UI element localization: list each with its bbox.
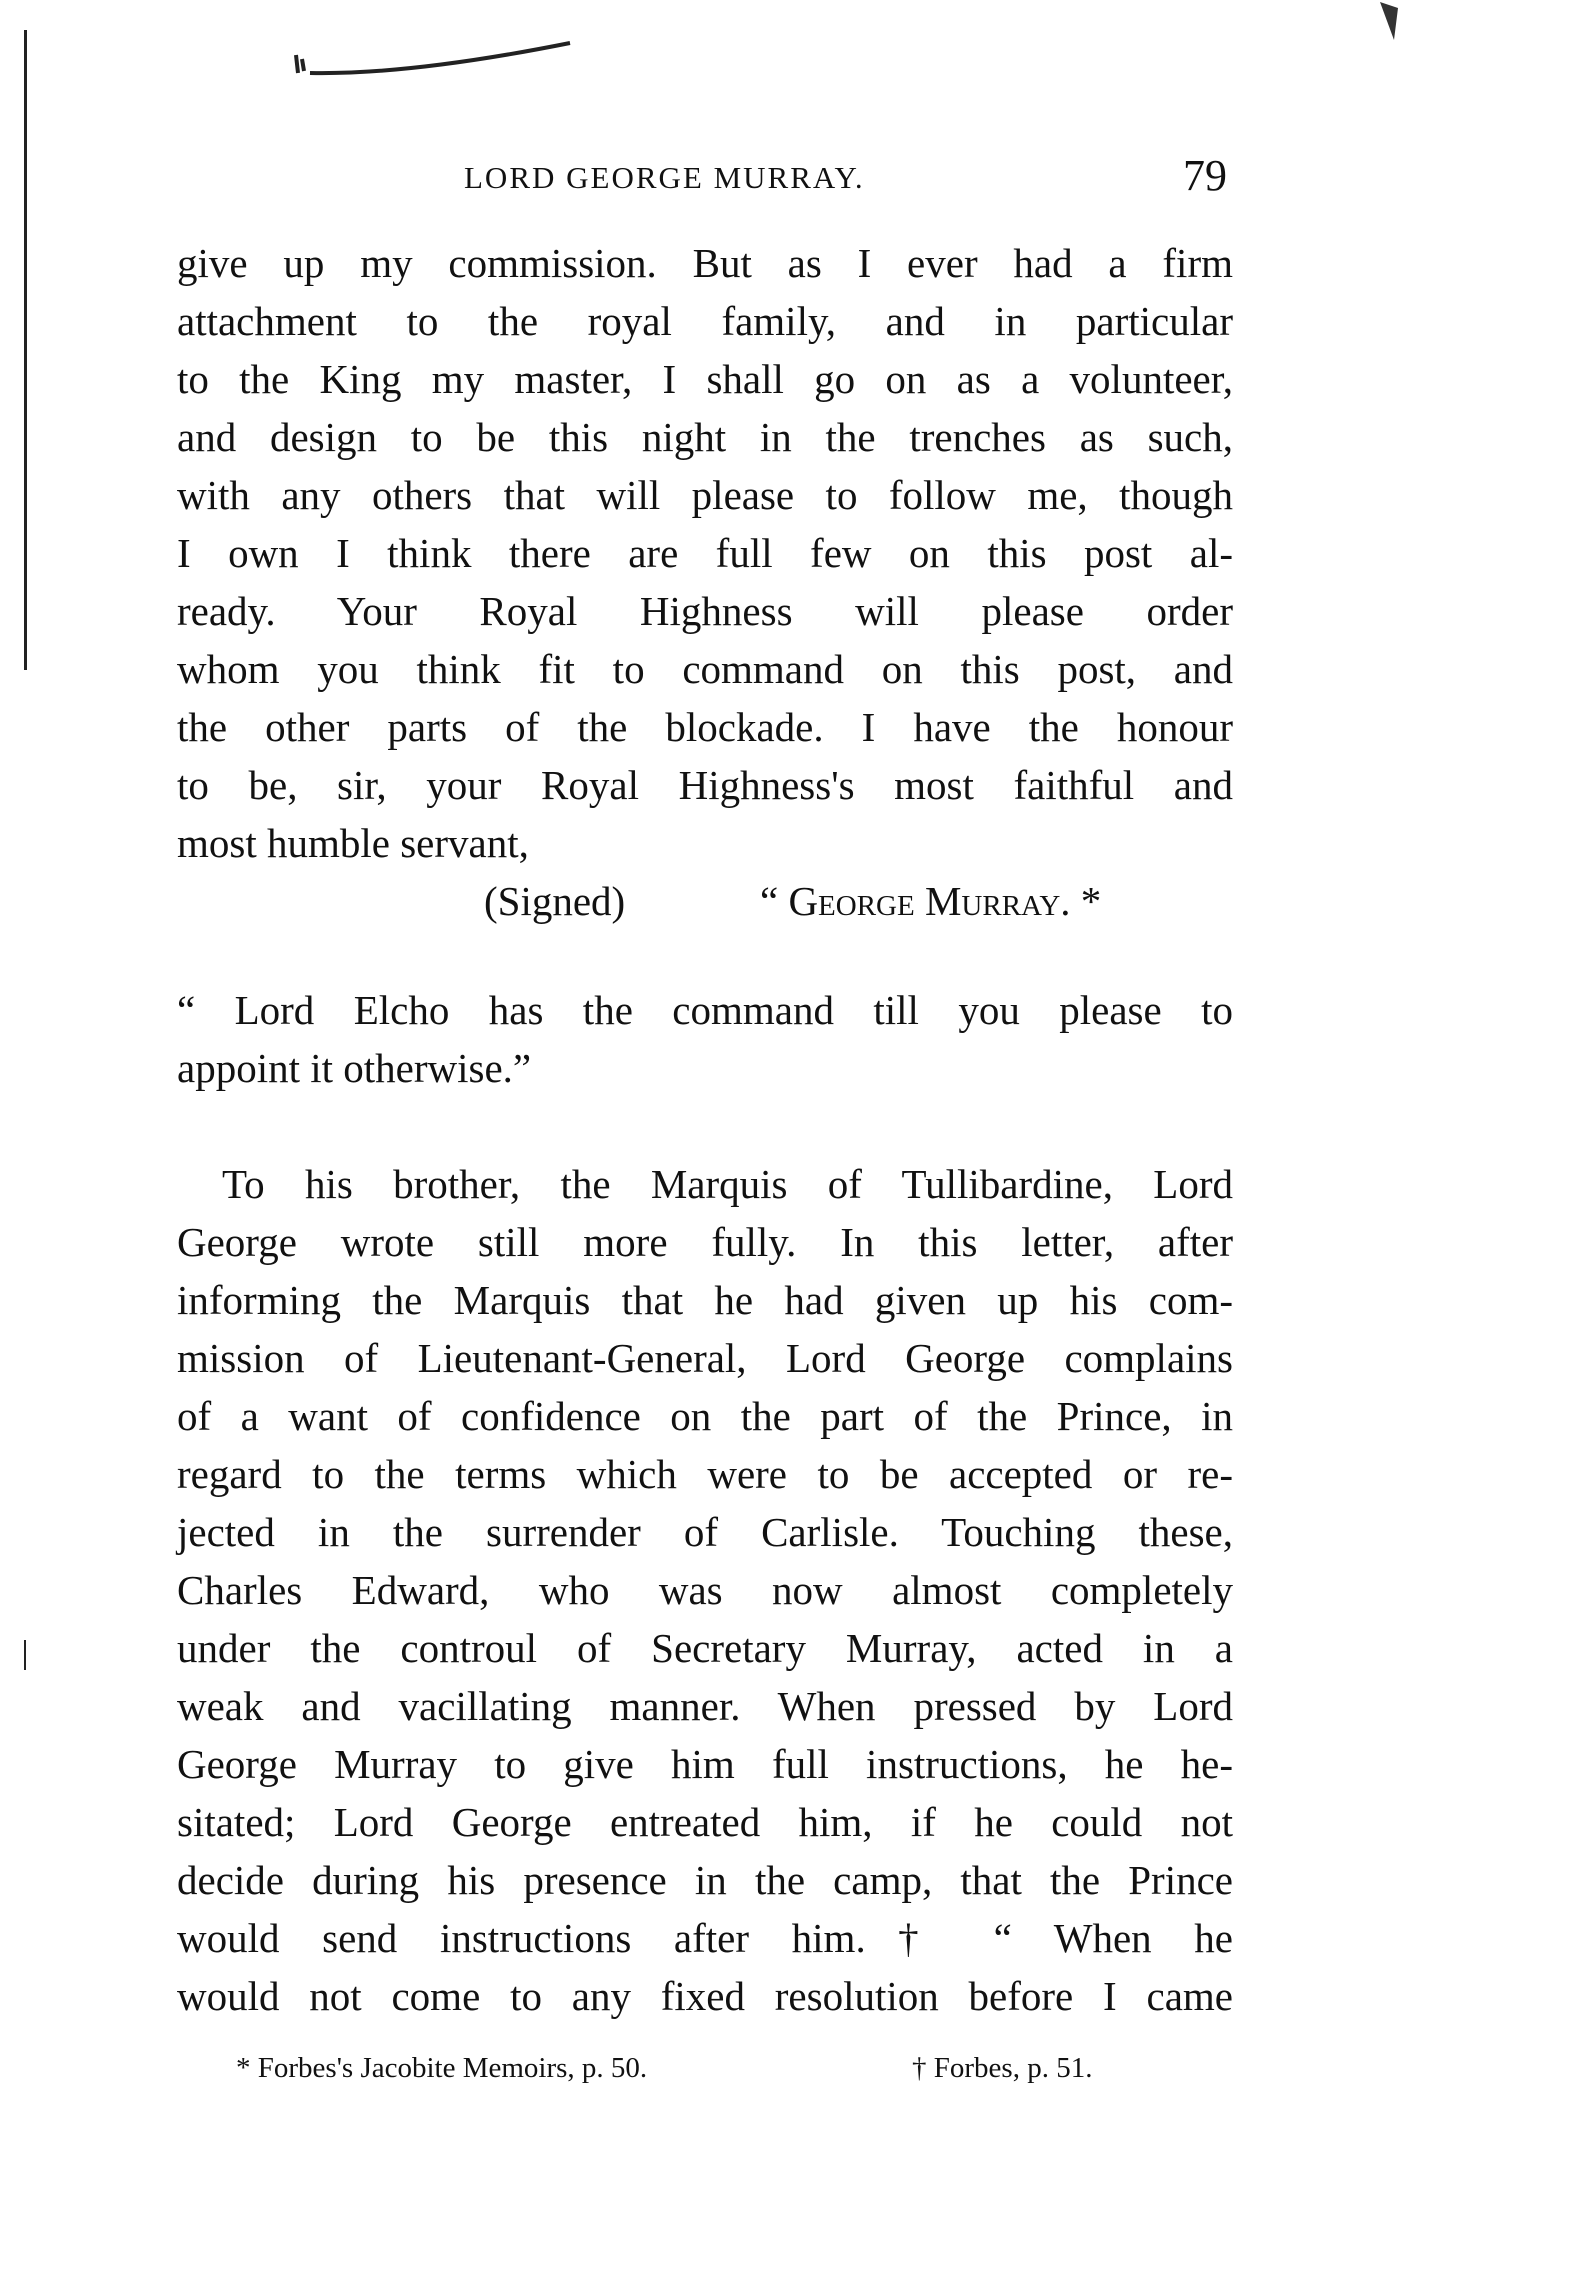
text-line: George Murray to give him full instructions, he he- [177, 1741, 1233, 1787]
margin-line-small [24, 1640, 26, 1670]
text-line: under the controul of Secretary Murray, acted in a [177, 1625, 1233, 1671]
text-line: appoint it otherwise.” [177, 1045, 532, 1091]
text-line: informing the Marquis that he had given up his com- [177, 1277, 1233, 1323]
text-line: sitated; Lord George entreated him, if he could not [177, 1799, 1233, 1845]
page-number: 79 [1183, 151, 1227, 200]
text-line: give up my commission. But as I ever had a firm [177, 240, 1233, 286]
running-title: LORD GEORGE MURRAY. [464, 160, 865, 195]
text-line: whom you think fit to command on this post, and [177, 646, 1233, 692]
text-line: I own I think there are full few on this post al- [177, 530, 1233, 576]
text-line: to the King my master, I shall go on as a volunteer, [177, 356, 1233, 402]
text-line: would send instructions after him.† “ When he [177, 1915, 1233, 1961]
footnote: * Forbes's Jacobite Memoirs, p. 50. [236, 2052, 648, 2084]
text-line: of a want of confidence on the part of the Prince, in [177, 1393, 1233, 1439]
text-line: Charles Edward, who was now almost completely [177, 1567, 1233, 1613]
text-line: decide during his presence in the camp, that the Prince [177, 1857, 1233, 1903]
corner-mark [1378, 0, 1408, 45]
text-line: ready. Your Royal Highness will please order [177, 588, 1233, 634]
ink-scribble [290, 35, 590, 85]
text-line: most humble servant, [177, 820, 529, 866]
text-line: weak and vacillating manner. When pressed by Lord [177, 1683, 1233, 1729]
text-line: with any others that will please to follow me, though [177, 472, 1233, 518]
text-line: to be, sir, your Royal Highness's most faithful and [177, 762, 1233, 808]
text-line: and design to be this night in the trenches as such, [177, 414, 1233, 460]
text-line: mission of Lieutenant-General, Lord George complains [177, 1335, 1233, 1381]
margin-line [24, 30, 27, 670]
text-line: To his brother, the Marquis of Tullibardine, Lord [222, 1161, 1233, 1207]
signed-label: (Signed) [484, 878, 626, 924]
text-line: attachment to the royal family, and in particular [177, 298, 1233, 344]
footnote: † Forbes, p. 51. [912, 2052, 1093, 2084]
signature: “ George Murray. * [760, 878, 1102, 924]
text-line: regard to the terms which were to be accepted or re- [177, 1451, 1233, 1497]
text-line: “ Lord Elcho has the command till you please to [177, 987, 1233, 1033]
text-line: would not come to any fixed resolution before I came [177, 1973, 1233, 2019]
text-line: jected in the surrender of Carlisle. Touching these, [177, 1509, 1233, 1555]
text-line: George wrote still more fully. In this letter, after [177, 1219, 1233, 1265]
text-line: the other parts of the blockade. I have the honour [177, 704, 1233, 750]
